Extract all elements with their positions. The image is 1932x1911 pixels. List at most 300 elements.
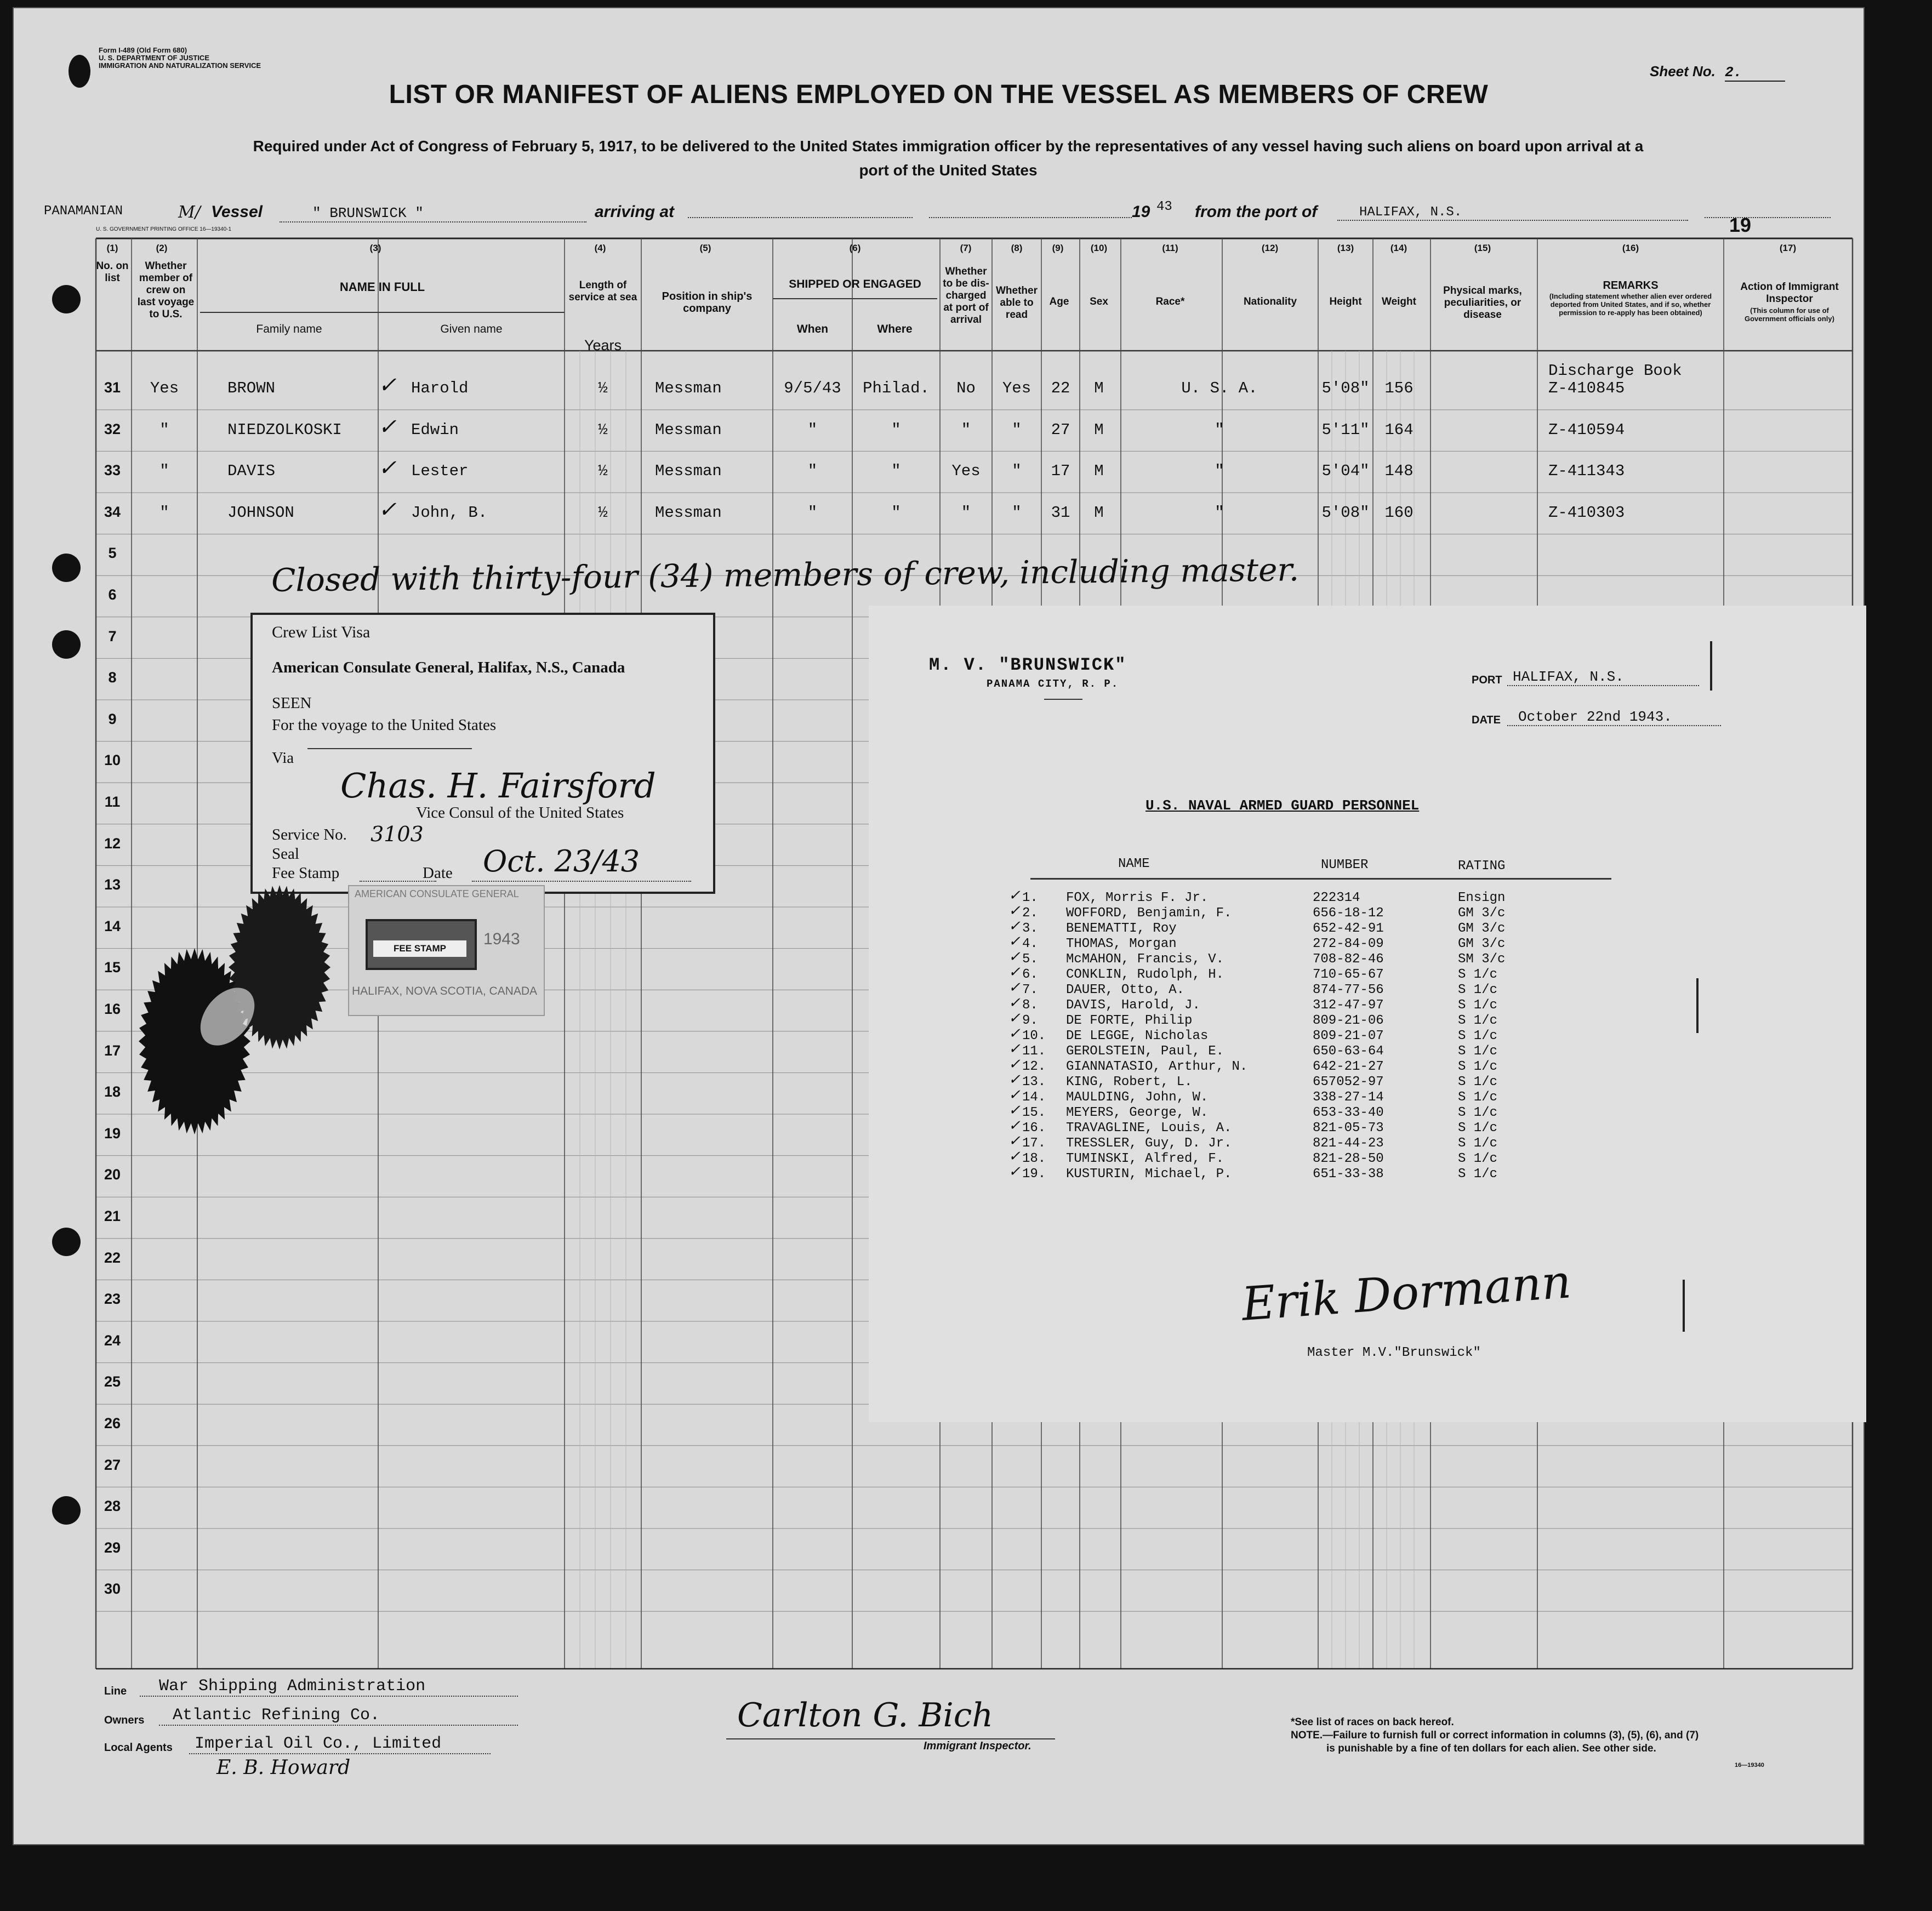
vessel-m: M/ — [178, 203, 201, 222]
naval-date-label: DATE — [1472, 714, 1501, 726]
crew-position: Messman — [655, 420, 722, 439]
column-number: (12) — [1261, 243, 1279, 253]
crew-family: JOHNSON — [227, 503, 294, 522]
hdr-years: Years — [584, 337, 622, 353]
hdr-physical: Physical marks, peculiarities, or disease — [1443, 285, 1522, 321]
naval-name: THOMAS, Morgan — [1066, 937, 1177, 951]
crew-given: Edwin — [411, 420, 459, 439]
naval-name: KUSTURIN, Michael, P. — [1066, 1167, 1232, 1182]
hdr-action: Action of Immigrant Inspector — [1740, 281, 1839, 305]
via-line — [307, 748, 472, 749]
hdr-action-sub: (This column for use of Government officials only) — [1745, 306, 1834, 323]
row-number: 13 — [104, 876, 121, 893]
crew-read: Yes — [1002, 379, 1031, 397]
check-mark-icon: ✓ — [1008, 1041, 1021, 1057]
year-prefix: 19 — [1132, 203, 1150, 221]
check-mark-icon: ✓ — [1008, 1102, 1021, 1119]
naval-heading: U.S. NAVAL ARMED GUARD PERSONNEL — [1145, 797, 1420, 814]
row-number: 27 — [104, 1456, 121, 1473]
crew-height: 5'11" — [1321, 420, 1370, 439]
column-number: (5) — [699, 243, 711, 253]
crew-nationality: " — [1215, 420, 1224, 439]
naval-rating: S 1/c — [1458, 1029, 1498, 1043]
naval-n: 6. — [1022, 967, 1038, 982]
naval-rating: S 1/c — [1458, 1075, 1498, 1089]
naval-col-name: NAME — [1118, 857, 1150, 871]
naval-port-label: PORT — [1472, 674, 1502, 686]
row-number: 22 — [104, 1249, 121, 1266]
crew-last-voyage: Yes — [150, 379, 179, 397]
row-number: 28 — [104, 1498, 121, 1515]
crew-family: NIEDZOLKOSKI — [227, 420, 342, 439]
naval-n: 13. — [1022, 1075, 1046, 1089]
visa-voyage: For the voyage to the United States — [272, 716, 497, 734]
crew-age: 22 — [1051, 379, 1070, 397]
master-label: Master M.V."Brunswick" — [1307, 1345, 1481, 1360]
hdr-remarks-sub: (Including statement whether alien ever ordered deported from United States, and if so, whether permission to re-apply has been obtained) — [1549, 292, 1712, 317]
naval-name: FOX, Morris F. Jr. — [1066, 891, 1209, 905]
crew-weight: 160 — [1384, 503, 1414, 522]
crew-remarks: Z-411343 — [1548, 462, 1625, 481]
crew-read: " — [1012, 503, 1022, 522]
ink-mark-2 — [1696, 978, 1699, 1033]
naval-n: 11. — [1022, 1044, 1046, 1059]
check-mark-icon: ✓ — [378, 414, 397, 440]
naval-rating: S 1/c — [1458, 1136, 1498, 1151]
hdr-when: When — [796, 323, 829, 335]
naval-name: MEYERS, George, W. — [1066, 1105, 1209, 1120]
naval-name: McMAHON, Francis, V. — [1066, 952, 1224, 967]
crew-position: Messman — [655, 379, 722, 397]
naval-rating: S 1/c — [1458, 1167, 1498, 1182]
crew-no: 31 — [104, 379, 121, 396]
naval-name: MAULDING, John, W. — [1066, 1090, 1209, 1105]
naval-name: GIANNATASIO, Arthur, N. — [1066, 1059, 1248, 1074]
naval-name: GEROLSTEIN, Paul, E. — [1066, 1044, 1224, 1059]
crew-last-voyage: " — [159, 462, 169, 481]
naval-n: 2. — [1022, 906, 1038, 921]
row-number: 17 — [104, 1042, 121, 1059]
naval-number: 650-63-64 — [1313, 1044, 1384, 1059]
row-number: 30 — [104, 1581, 121, 1598]
row-number: 20 — [104, 1166, 121, 1183]
column-number: (8) — [1011, 243, 1023, 253]
arriving-blank — [688, 217, 913, 218]
check-mark-icon: ✓ — [1008, 979, 1021, 996]
printing-office: U. S. GOVERNMENT PRINTING OFFICE 16—19340-1 — [96, 226, 232, 232]
column-number: (17) — [1779, 243, 1797, 253]
naval-date: October 22nd 1943. — [1507, 709, 1721, 726]
check-mark-icon: ✓ — [1008, 1087, 1021, 1103]
naval-rating: S 1/c — [1458, 998, 1498, 1013]
crew-where: " — [891, 462, 901, 481]
row-number: 9 — [108, 710, 117, 727]
naval-number: 809-21-07 — [1313, 1029, 1384, 1043]
hdr-shipped: SHIPPED OR ENGAGED — [789, 278, 921, 290]
row-number: 5 — [108, 545, 117, 562]
crew-no: 32 — [104, 420, 121, 437]
crew-years: ½ — [598, 462, 608, 481]
row-number: 8 — [108, 669, 117, 686]
crew-sex: M — [1094, 503, 1104, 522]
trailing-year: 19 — [1729, 214, 1752, 236]
subtitle-line-1: Required under Act of Congress of February 5, 1917, to be delivered to the United States immigration officer by the representatives of any vessel having such aliens on board upon arrival at a — [253, 138, 1644, 155]
from-port-label: from the port of — [1195, 203, 1318, 221]
crew-years: ½ — [598, 503, 608, 522]
service-name: IMMIGRATION AND NATURALIZATION SERVICE — [99, 61, 261, 70]
check-mark-icon: ✓ — [1008, 1025, 1021, 1042]
naval-name: DE LEGGE, Nicholas — [1066, 1029, 1209, 1043]
column-number: (2) — [156, 243, 168, 253]
naval-n: 9. — [1022, 1013, 1038, 1028]
check-mark-icon: ✓ — [1008, 1117, 1021, 1134]
vessel-label: Vessel — [211, 203, 263, 221]
punch-hole — [52, 630, 81, 659]
crew-where: " — [891, 420, 901, 439]
hdr-race: Race* — [1155, 296, 1185, 307]
crew-when: 9/5/43 — [784, 379, 841, 397]
naval-name: TRAVAGLINE, Louis, A. — [1066, 1121, 1232, 1136]
naval-n: 3. — [1022, 921, 1038, 936]
crew-where: Philad. — [863, 379, 930, 397]
crew-height: 5'08" — [1321, 503, 1370, 522]
visa-seen: SEEN — [272, 694, 312, 712]
ink-mark-3 — [1683, 1280, 1685, 1332]
fee-stamp-top: AMERICAN CONSULATE GENERAL — [355, 888, 519, 899]
row-number: 24 — [104, 1332, 121, 1349]
crew-family: DAVIS — [227, 462, 276, 481]
date-line — [472, 881, 691, 882]
hdr-discharged: Whether to be dis-charged at port of arrival — [943, 266, 989, 326]
crew-when: " — [807, 420, 818, 439]
footer-agents: Imperial Oil Co., Limited — [189, 1735, 491, 1754]
crew-given: John, B. — [411, 503, 488, 522]
row-number: 7 — [108, 628, 117, 644]
inspector-label: Immigrant Inspector. — [924, 1740, 1031, 1752]
crew-read: " — [1012, 462, 1022, 481]
crew-remarks: Z-410303 — [1548, 503, 1625, 522]
hdr-nationality: Nationality — [1243, 296, 1297, 307]
fee-stamp-bottom: HALIFAX, NOVA SCOTIA, CANADA — [352, 985, 538, 997]
fee-stamp — [348, 885, 545, 1016]
subtitle-line-2: port of the United States — [859, 162, 1038, 179]
consul-signature: Chas. H. Fairsford — [340, 766, 656, 806]
naval-rating: GM 3/c — [1458, 937, 1506, 951]
footer-owners-label: Owners — [104, 1714, 145, 1726]
vessel-name: " BRUNSWICK " — [280, 205, 586, 223]
column-number: (11) — [1162, 243, 1178, 253]
crew-given: Harold — [411, 379, 469, 397]
crew-height: 5'04" — [1321, 462, 1370, 481]
naval-number: 653-33-40 — [1313, 1105, 1384, 1120]
check-mark-icon: ✓ — [378, 497, 397, 522]
naval-number: 642-21-27 — [1313, 1059, 1384, 1074]
crew-list-visa — [250, 613, 715, 894]
crew-last-voyage: " — [159, 420, 169, 439]
footer — [14, 1672, 1863, 1836]
naval-number: 710-65-67 — [1313, 967, 1384, 982]
arriving-label: arriving at — [595, 203, 675, 221]
row-number: 29 — [104, 1539, 121, 1556]
consular-seal — [123, 885, 386, 1137]
naval-number: 656-18-12 — [1313, 906, 1384, 921]
naval-n: 16. — [1022, 1121, 1046, 1136]
crew-position: Messman — [655, 462, 722, 481]
naval-port: HALIFAX, N.S. — [1507, 669, 1699, 686]
crew-age: 17 — [1051, 462, 1070, 481]
crew-weight: 156 — [1384, 379, 1414, 397]
row-number: 23 — [104, 1291, 121, 1308]
column-number: (1) — [106, 243, 118, 253]
naval-name: TRESSLER, Guy, D. Jr. — [1066, 1136, 1232, 1151]
check-mark-icon: ✓ — [1008, 903, 1021, 919]
visa-date: Oct. 23/43 — [483, 844, 640, 879]
naval-number: 338-27-14 — [1313, 1090, 1384, 1105]
hdr-member-last-voyage: Whether member of crew on last voyage to U.S. — [137, 260, 195, 320]
note-line-2: is punishable by a fine of ten dollars for each alien. See other side. — [1326, 1743, 1656, 1754]
check-mark-icon: ✓ — [1008, 995, 1021, 1011]
footer-line: War Shipping Administration — [140, 1677, 518, 1697]
crew-years: ½ — [598, 420, 608, 439]
crew-age: 27 — [1051, 420, 1070, 439]
naval-number: 651-33-38 — [1313, 1167, 1384, 1182]
seal-label: Seal — [272, 845, 299, 863]
check-mark-icon: ✓ — [1008, 1056, 1021, 1073]
naval-number: 222314 — [1313, 891, 1360, 905]
manifest-page — [14, 8, 1863, 1844]
note-races: *See list of races on back hereof. — [1291, 1716, 1454, 1728]
hdr-age: Age — [1049, 296, 1069, 307]
check-mark-icon: ✓ — [1008, 1010, 1021, 1026]
crew-weight: 164 — [1384, 420, 1414, 439]
hdr-weight: Weight — [1382, 296, 1416, 307]
naval-rating: S 1/c — [1458, 1013, 1498, 1028]
hdr-sex: Sex — [1090, 296, 1108, 307]
crew-age: 31 — [1051, 503, 1070, 522]
naval-n: 19. — [1022, 1167, 1046, 1182]
ink-mark — [1710, 641, 1712, 691]
crew-remarks: Z-410594 — [1548, 420, 1625, 439]
naval-rating: S 1/c — [1458, 1059, 1498, 1074]
service-number: 3103 — [371, 822, 424, 846]
naval-name: DE FORTE, Philip — [1066, 1013, 1193, 1028]
column-number: (13) — [1337, 243, 1354, 253]
column-number: (14) — [1390, 243, 1407, 253]
naval-rating: S 1/c — [1458, 1151, 1498, 1166]
row-number: 11 — [104, 794, 121, 810]
naval-name: KING, Robert, L. — [1066, 1075, 1193, 1089]
form-id-block — [99, 47, 261, 70]
check-mark-icon: ✓ — [1008, 949, 1021, 965]
naval-number: 708-82-46 — [1313, 952, 1384, 967]
column-number: (9) — [1052, 243, 1064, 253]
naval-col-rating: RATING — [1458, 859, 1506, 874]
crew-family: BROWN — [227, 379, 276, 397]
naval-number: 657052-97 — [1313, 1075, 1384, 1089]
note-line-1: NOTE.—Failure to furnish full or correct information in columns (3), (5), (6), and (7) — [1291, 1730, 1699, 1741]
row-number: 6 — [108, 586, 117, 603]
row-number: 16 — [104, 1001, 121, 1017]
naval-number: 312-47-97 — [1313, 998, 1384, 1013]
naval-name: BENEMATTI, Roy — [1066, 921, 1177, 936]
crew-nationality: U. S. A. — [1181, 379, 1258, 397]
agent-person: E. B. Howard — [216, 1756, 351, 1779]
crew-remarks: Z-410845 — [1548, 379, 1625, 397]
crew-sex: M — [1094, 420, 1104, 439]
check-mark-icon: ✓ — [378, 373, 397, 398]
vessel-nationality: PANAMANIAN — [44, 204, 123, 219]
master-signature: Erik Dormann — [1240, 1254, 1573, 1331]
inspector-line — [726, 1738, 1055, 1739]
footer-owners: Atlantic Refining Co. — [159, 1706, 518, 1726]
fee-stamp-label: Fee Stamp — [272, 864, 340, 882]
naval-n: 1. — [1022, 891, 1038, 905]
crew-discharged: " — [961, 503, 971, 522]
column-number: (6) — [849, 243, 861, 253]
naval-name: DAVIS, Harold, J. — [1066, 998, 1200, 1013]
visa-via: Via — [272, 749, 294, 767]
naval-n: 5. — [1022, 952, 1038, 967]
naval-number: 821-05-73 — [1313, 1121, 1384, 1136]
column-number: (3) — [369, 243, 381, 253]
hdr-length-service: Length of service at sea — [568, 279, 637, 303]
vice-consul-label: Vice Consul of the United States — [416, 804, 624, 822]
hdr-family-name: Family name — [256, 323, 322, 335]
crew-height: 5'08" — [1321, 379, 1370, 397]
crew-given: Lester — [411, 462, 469, 481]
visa-consulate: American Consulate General, Halifax, N.S., Canada — [272, 659, 625, 676]
crew-discharged: Yes — [951, 462, 981, 481]
crew-discharged: No — [956, 379, 976, 397]
naval-ship: M. V. "BRUNSWICK" — [929, 655, 1127, 675]
row-number: 12 — [104, 835, 121, 852]
naval-rating: S 1/c — [1458, 983, 1498, 997]
row-number: 25 — [104, 1373, 121, 1390]
naval-n: 7. — [1022, 983, 1038, 997]
naval-number: 272-84-09 — [1313, 937, 1384, 951]
fee-stamp-year: 1943 — [483, 930, 520, 948]
crew-sex: M — [1094, 462, 1104, 481]
naval-n: 14. — [1022, 1090, 1046, 1105]
date-blank — [929, 217, 1132, 218]
row-number: 18 — [104, 1083, 121, 1100]
naval-col-number: NUMBER — [1321, 858, 1369, 872]
crew-last-voyage: " — [159, 503, 169, 522]
from-port: HALIFAX, N.S. — [1337, 205, 1688, 221]
check-mark-icon: ✓ — [378, 455, 397, 481]
naval-rule — [1044, 699, 1082, 700]
naval-name: DAUER, Otto, A. — [1066, 983, 1185, 997]
fee-stamp-label: FEE STAMP — [373, 940, 466, 957]
crew-where: " — [891, 503, 901, 522]
hdr-name-in-full: NAME IN FULL — [339, 280, 425, 294]
naval-name: CONKLIN, Rudolph, H. — [1066, 967, 1224, 982]
punch-hole — [52, 1496, 81, 1525]
closed-note: Closed with thirty-four (34) members of crew, including master. — [271, 551, 1300, 599]
crew-when: " — [807, 503, 818, 522]
column-number: (4) — [594, 243, 606, 253]
naval-rating: S 1/c — [1458, 1090, 1498, 1105]
ink-blot — [69, 55, 90, 88]
row-number: 26 — [104, 1415, 121, 1431]
naval-n: 4. — [1022, 937, 1038, 951]
visa-title: Crew List Visa — [272, 623, 371, 641]
footer-agents-label: Local Agents — [104, 1742, 173, 1754]
row-number: 15 — [104, 959, 121, 976]
punch-hole — [52, 554, 81, 582]
crew-nationality: " — [1215, 503, 1224, 522]
naval-n: 18. — [1022, 1151, 1046, 1166]
naval-name: WOFFORD, Benjamin, F. — [1066, 906, 1232, 921]
hdr-remarks: REMARKS — [1603, 279, 1659, 292]
year-suffix: 43 — [1156, 199, 1172, 214]
check-mark-icon: ✓ — [1008, 1163, 1021, 1180]
form-id: Form I-489 (Old Form 680) — [99, 46, 187, 54]
hdr-given-name: Given name — [440, 323, 503, 335]
naval-name: TUMINSKI, Alfred, F. — [1066, 1151, 1224, 1166]
naval-rating: S 1/c — [1458, 1044, 1498, 1059]
row-number: 14 — [104, 917, 121, 934]
footer-line-label: Line — [104, 1685, 127, 1697]
naval-n: 12. — [1022, 1059, 1046, 1074]
page-subtitle — [112, 134, 1784, 182]
service-label: Service No. — [272, 826, 347, 843]
sheet-label: Sheet No. — [1650, 63, 1716, 79]
naval-number: 821-28-50 — [1313, 1151, 1384, 1166]
column-number: (10) — [1090, 243, 1108, 253]
check-mark-icon: ✓ — [1008, 964, 1021, 980]
hdr-able-read: Whether able to read — [996, 285, 1038, 321]
crew-discharged: " — [961, 420, 971, 439]
check-mark-icon: ✓ — [1008, 933, 1021, 950]
punch-hole — [52, 285, 81, 313]
hdr-position: Position in ship's company — [662, 290, 753, 315]
page-title: LIST OR MANIFEST OF ALIENS EMPLOYED ON THE VESSEL AS MEMBERS OF CREW — [389, 80, 1489, 109]
crew-sex: M — [1094, 379, 1104, 397]
hdr-where: Where — [877, 323, 913, 335]
check-mark-icon: ✓ — [1008, 918, 1021, 934]
naval-ship-city: PANAMA CITY, R. P. — [987, 678, 1119, 690]
naval-rating: S 1/c — [1458, 1105, 1498, 1120]
hdr-height: Height — [1329, 296, 1362, 307]
naval-number: 821-44-23 — [1313, 1136, 1384, 1151]
crew-nationality: " — [1215, 462, 1224, 481]
naval-n: 8. — [1022, 998, 1038, 1013]
sheet-number — [1650, 63, 1785, 82]
column-number: (7) — [960, 243, 972, 253]
naval-n: 17. — [1022, 1136, 1046, 1151]
naval-number: 652-42-91 — [1313, 921, 1384, 936]
crew-weight: 148 — [1384, 462, 1414, 481]
port-blank — [1705, 217, 1831, 218]
hdr-no-on-list: No. on list — [96, 260, 129, 284]
row-number: 21 — [104, 1208, 121, 1224]
footer-form-number: 16—19340 — [1735, 1762, 1764, 1769]
column-number: (15) — [1474, 243, 1491, 253]
department: U. S. DEPARTMENT OF JUSTICE — [99, 54, 209, 62]
crew-no: 34 — [104, 503, 121, 520]
naval-number: 809-21-06 — [1313, 1013, 1384, 1028]
row-number: 10 — [104, 752, 121, 769]
row-number: 19 — [104, 1125, 121, 1142]
naval-n: 15. — [1022, 1105, 1046, 1120]
naval-rating: Ensign — [1458, 891, 1506, 905]
crew-read: " — [1012, 420, 1022, 439]
naval-guard-sheet — [869, 606, 1866, 1422]
check-mark-icon: ✓ — [1008, 1133, 1021, 1149]
naval-number: 874-77-56 — [1313, 983, 1384, 997]
check-mark-icon: ✓ — [1008, 1071, 1021, 1088]
